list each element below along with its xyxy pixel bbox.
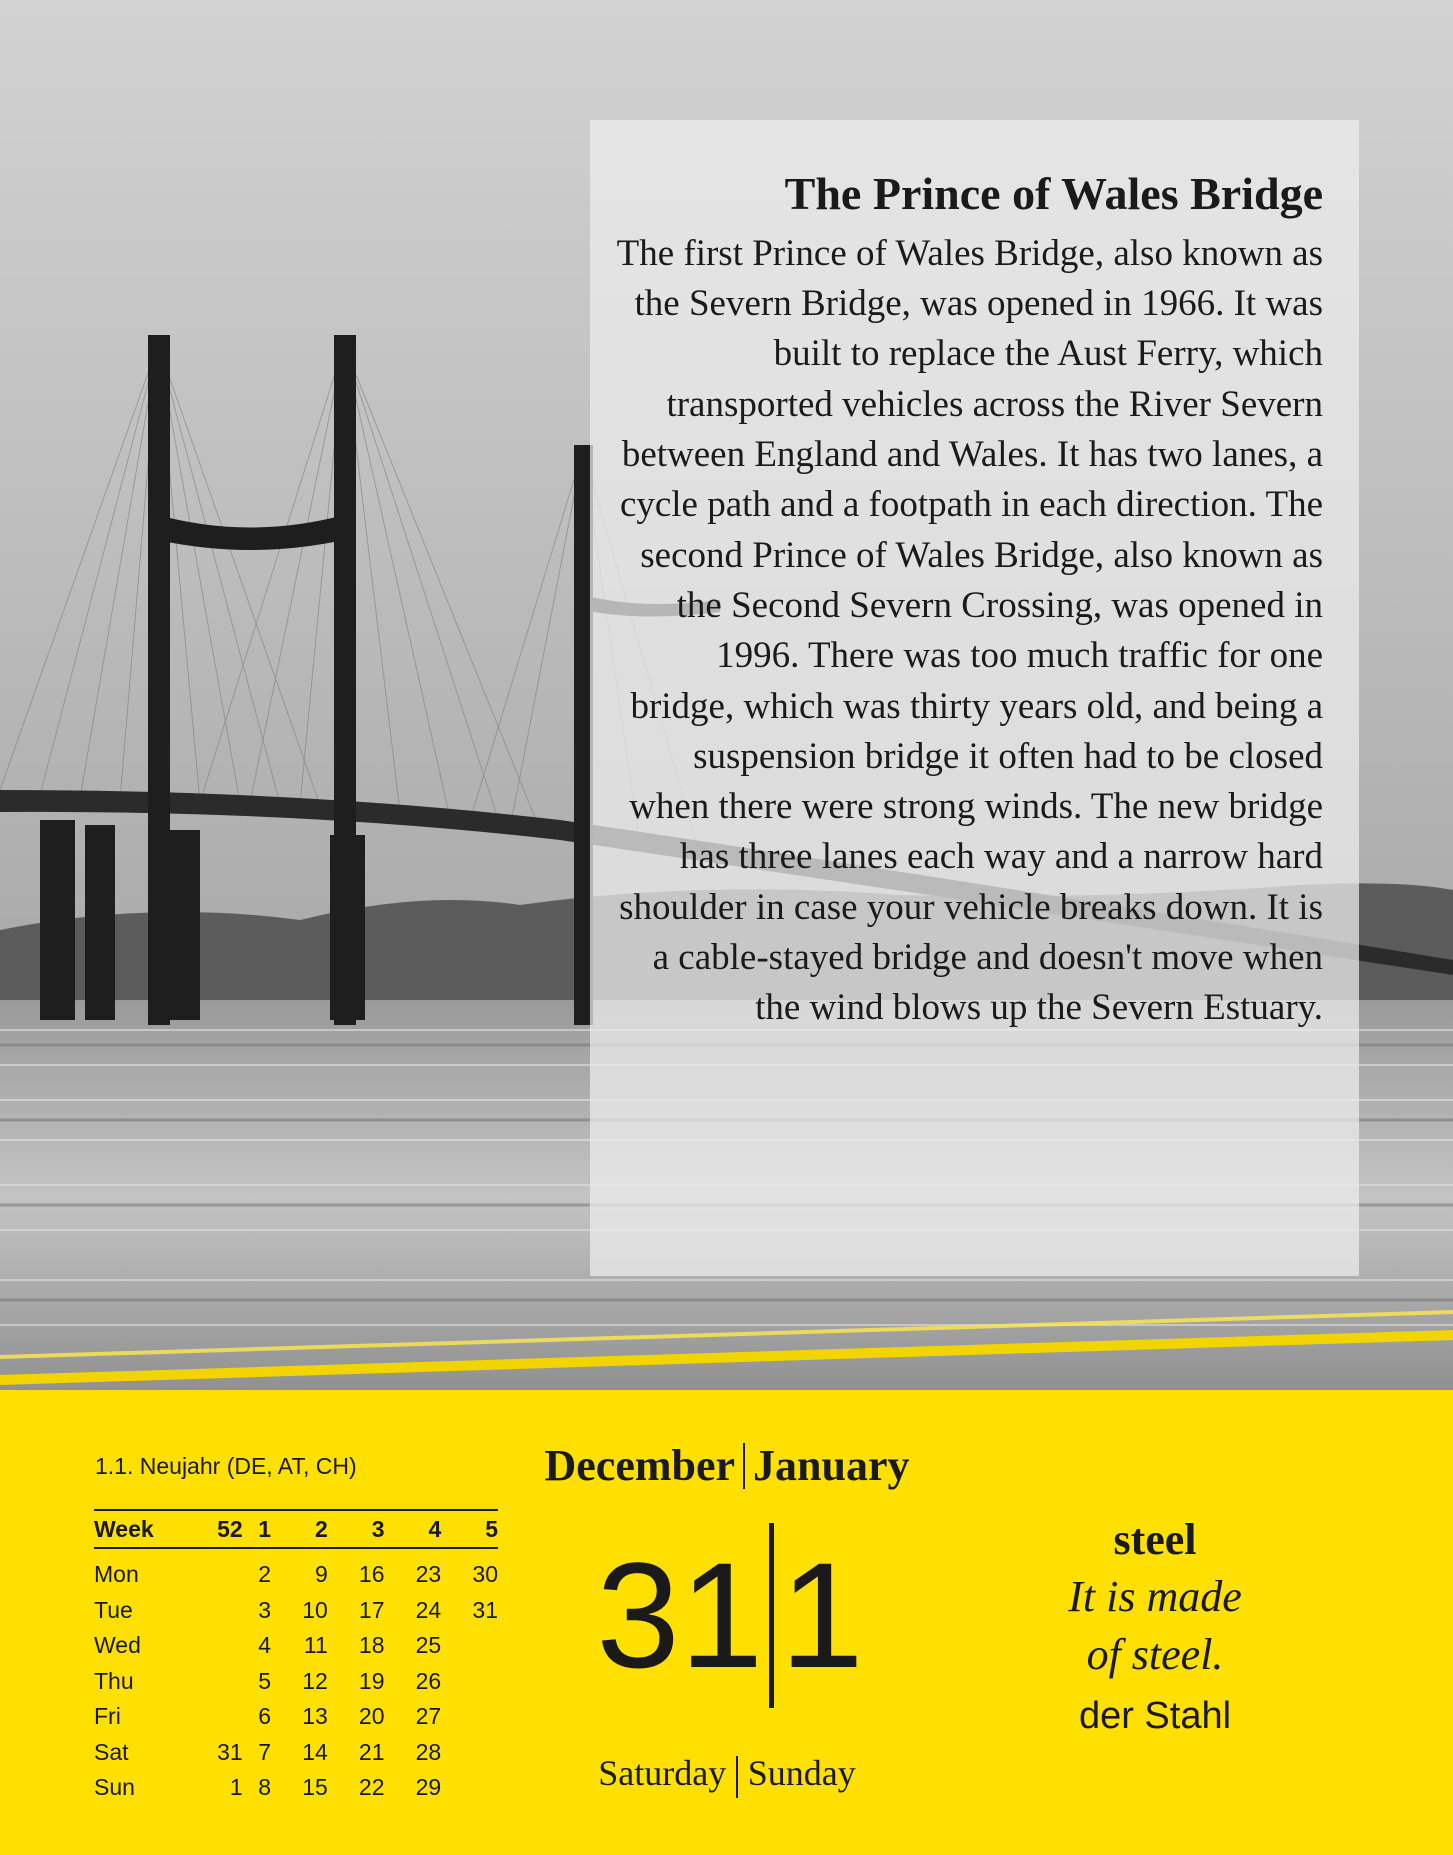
month-heading (514, 1440, 940, 1493)
week-header-row (94, 1510, 498, 1548)
date-divider (769, 1523, 774, 1708)
day-cell: 9 (315, 1561, 328, 1588)
day-cell: 7 (258, 1738, 272, 1765)
day-cell: 30 (472, 1561, 498, 1588)
weekday-label: Sun (94, 1774, 135, 1801)
calendar-row (94, 1735, 498, 1771)
week-number: 5 (441, 1510, 498, 1548)
day-cell: 2 (258, 1561, 272, 1588)
week-number: 4 (385, 1510, 442, 1548)
day-cell: 22 (358, 1774, 385, 1801)
day-cell: 21 (358, 1738, 385, 1765)
vocabulary-box (1020, 1512, 1290, 1744)
vocab-example-line-1: It is made (1068, 1572, 1242, 1621)
day-cell: 20 (358, 1703, 385, 1730)
month-first: December (544, 1441, 736, 1490)
day-cell: 13 (302, 1703, 328, 1730)
day-cell: 31 (472, 1596, 498, 1623)
week-number: 1 (243, 1510, 271, 1548)
calendar-row (94, 1628, 498, 1664)
calendar-row (94, 1593, 498, 1629)
day-cell: 8 (258, 1774, 272, 1801)
vocab-example-line-2: of steel. (1086, 1630, 1224, 1679)
day-cell (441, 1699, 498, 1735)
day-cell: 11 (303, 1632, 328, 1659)
weekday-label: Fri (94, 1703, 121, 1730)
day-cell: 10 (302, 1596, 328, 1623)
day-cell (441, 1628, 498, 1664)
day-cell: 27 (415, 1703, 442, 1730)
day-cell: 14 (302, 1738, 328, 1765)
day-cell: 31 (217, 1738, 243, 1765)
weekday-label: Wed (94, 1632, 141, 1659)
day-number-second: 1 (780, 1530, 864, 1699)
mini-calendar (94, 1509, 498, 1806)
week-number: 3 (328, 1510, 385, 1548)
weekday-label: Sat (94, 1738, 129, 1765)
weekday-label: Tue (94, 1596, 133, 1623)
week-number: 52 (186, 1510, 243, 1548)
day-cell: 15 (302, 1774, 328, 1801)
weekday-heading (514, 1752, 940, 1798)
day-cell: 3 (258, 1596, 272, 1623)
day-cell: 5 (258, 1667, 272, 1694)
calendar-row (94, 1548, 498, 1593)
day-cell: 1 (229, 1774, 243, 1801)
day-cell: 6 (258, 1703, 272, 1730)
day-number-first: 31 (596, 1530, 764, 1699)
day-cell: 29 (415, 1774, 442, 1801)
weekday-label: Mon (94, 1561, 139, 1588)
day-cell (186, 1664, 243, 1700)
day-cell (186, 1628, 243, 1664)
calendar-row (94, 1770, 498, 1806)
vocab-translation: der Stahl (1078, 1695, 1232, 1737)
day-cell (186, 1548, 243, 1593)
month-second: January (753, 1441, 910, 1490)
day-cell: 16 (358, 1561, 385, 1588)
article-title: The Prince of Wales Bridge (784, 168, 1323, 219)
date-display (560, 1520, 900, 1710)
calendar-row (94, 1699, 498, 1735)
vocab-word: steel (1113, 1515, 1197, 1564)
day-cell (441, 1664, 498, 1700)
day-cell: 24 (415, 1596, 442, 1623)
day-cell: 4 (258, 1632, 272, 1659)
day-cell: 23 (415, 1561, 442, 1588)
day-cell (186, 1593, 243, 1629)
weekday-divider (736, 1756, 738, 1798)
day-cell (441, 1770, 498, 1806)
article-body: The first Prince of Wales Bridge, also known as the Severn Bridge, was opened in 1966. It was built to replace the Aust Ferry, which transported vehicles across the River Severn between England and Wales. It has two lanes, a cycle path and a footpath in each direction. The second Prince of Wales Bridge, also known as the Second Severn Crossing, was opened in 1996. There was too much traffic for one bridge, which was thirty years old, and being a suspension bridge it often had to be closed when there were strong winds. The new bridge has three lanes each way and a narrow hard shoulder in case your vehicle breaks down. It is a cable-stayed bridge and doesn't move when the wind blows up the Severn Estuary. (616, 232, 1323, 1029)
article-card (590, 120, 1359, 1276)
calendar-row (94, 1664, 498, 1700)
week-label: Week (94, 1510, 186, 1548)
day-cell: 26 (415, 1667, 442, 1694)
day-cell (186, 1699, 243, 1735)
holiday-note: 1.1. Neujahr (DE, AT, CH) (95, 1453, 357, 1479)
day-cell (441, 1735, 498, 1771)
week-number: 2 (271, 1510, 328, 1548)
weekday-first: Saturday (598, 1753, 727, 1793)
day-cell: 19 (358, 1667, 385, 1694)
day-cell: 25 (415, 1632, 442, 1659)
day-cell: 12 (302, 1667, 328, 1694)
weekday-label: Thu (94, 1667, 134, 1694)
weekday-second: Sunday (747, 1753, 856, 1793)
day-cell: 28 (415, 1738, 442, 1765)
month-divider (743, 1443, 745, 1489)
day-cell: 18 (358, 1632, 385, 1659)
day-cell: 17 (358, 1596, 385, 1623)
